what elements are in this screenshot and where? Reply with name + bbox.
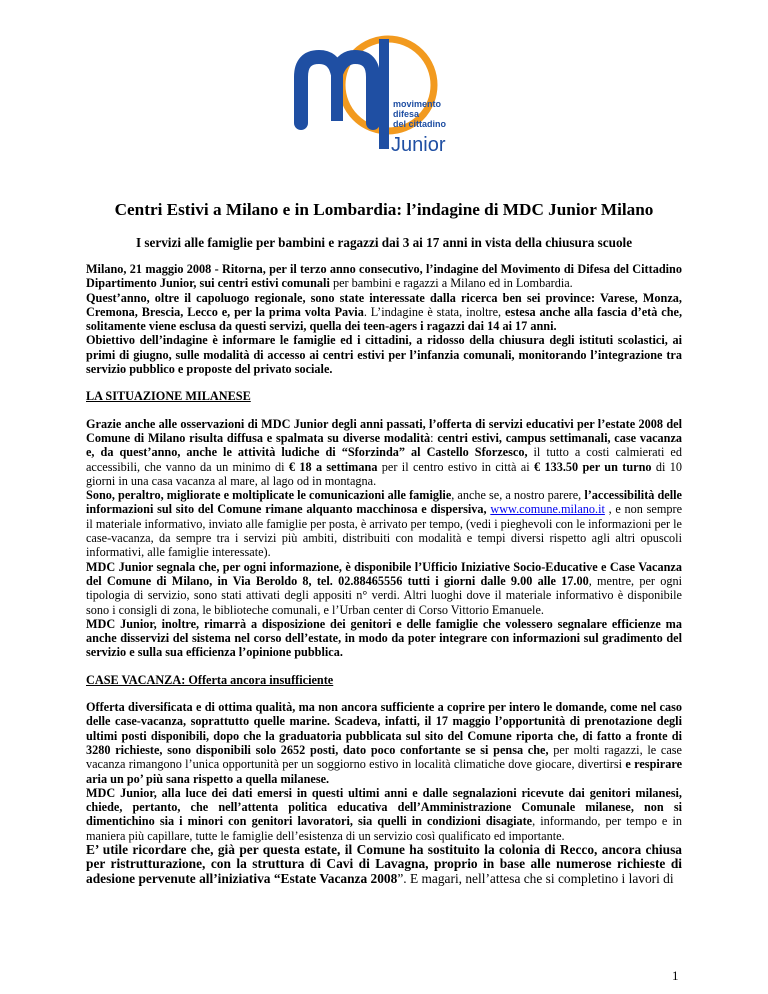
section1-paragraph-1 bbox=[86, 417, 682, 488]
s1-3b: , mentre, per ogni tipologia di servizio, sono stati attivati degli appositi n° verdi. Altri luoghi dove il materiale informativo è disponibile sono i consigli di zona, le biblioteche comunali, e l’Urban center di Corso Vittorio Emanuele. bbox=[86, 573, 682, 617]
mdc-junior-logo bbox=[293, 35, 483, 157]
s1-2e: , e non sempre il materiale informativo, inviato alle famiglie per posta, è arrivato per tempo, (vedi i pieghevoli con le informazioni per le case-vacanza, da sempre tra i servizi più ambiti, distribuiti con modalità e tempi diversi rispetto agli altri opuscoli informativi, alle famiglie interessate). bbox=[86, 502, 683, 560]
logo-junior-text: Junior bbox=[391, 134, 446, 156]
s1-1e: € 18 a settimana bbox=[288, 459, 378, 474]
s2-1c: e respirare aria un po’ più sana rispetto a quella milanese. bbox=[86, 757, 683, 786]
logo-graphic bbox=[293, 35, 483, 157]
s1-1a: Grazie anche alle osservazioni di MDC Junior degli anni passati, l’offerta di servizi educativi per l’estate 2008 del Comune di Milano risulta diffusa e spalmata su diverse modalità bbox=[86, 416, 682, 445]
s1-1g: € 133.50 per un turno bbox=[533, 459, 652, 474]
s2-1a: Offerta diversificata e di ottima qualità, ma non ancora sufficiente a coprire per intero le domande, come nel caso delle case-vacanza, soprattutto quelle marine. Scadeva, infatti, il 17 maggio l’opportunità di prenotazione degli ultimi posti disponibili, dopo che la graduatoria pubblicata sul sito del Comune riporta che, di fatto a fronte di 3280 richieste, sono disponibili solo 2652 posti, dato poco confortante se si pensa che, bbox=[86, 700, 682, 757]
section1-paragraph-4 bbox=[86, 617, 682, 660]
intro-paragraph-1 bbox=[86, 262, 682, 291]
section1-paragraph-2 bbox=[86, 488, 682, 559]
s2-2b: , informando, per tempo e in maniera più capillare, tutte le famiglie dell’esistenza di un servizio così qualificato ed importante. bbox=[86, 814, 682, 843]
logo-text-3: del cittadino bbox=[393, 119, 447, 129]
intro-2c: estesa anche alla fascia d’età che, solitamente viene esclusa da questi servizi, quella dei teen-agers i ragazzi dai 14 ai 17 anni. bbox=[86, 304, 683, 334]
section-heading-case-vacanza: CASE VACANZA: Offerta ancora insufficiente bbox=[86, 672, 334, 687]
s2-2a: MDC Junior, alla luce dei dati emersi in questi ultimi anni e dalle segnalazioni ricevute dai genitori milanesi, chiede, pertanto, che nell’attenta politica educativa dell’Amministrazione Comunale milanese, non si dimentichino sia i minori con genitori lavoratori, sia quelli in condizioni disagiate bbox=[86, 785, 682, 829]
logo-text-1: movimento bbox=[393, 99, 442, 109]
s2-1b: per molti ragazzi, le case vacanza rimangono l’unica opportunità per un soggiorno estivo in località climatiche dove giocare, divertirsi bbox=[86, 742, 682, 772]
document-body bbox=[86, 262, 682, 886]
s1-1b: : bbox=[430, 430, 438, 445]
s1-1c: centri estivi, campus settimanali, case vacanza e, da quest’anno, anche le attività ludiche di “Sforzinda” al Castello Sforzesco, bbox=[86, 430, 683, 460]
section-heading-milano: LA SITUAZIONE MILANESE bbox=[86, 389, 251, 404]
s2-3b: ”. E magari, nell’attesa che si completino i lavori di bbox=[397, 870, 674, 886]
section2-paragraph-3 bbox=[86, 843, 682, 886]
intro-1a: Milano, 21 maggio 2008 - Ritorna, per il terzo anno consecutivo, l’indagine del Movimento di Difesa del Cittadino Dipartimento Junior, sui centri estivi comunali bbox=[86, 262, 682, 291]
s2-3a: E’ utile ricordare che, già per questa estate, il Comune ha sostituito la colonia di Recco, ancora chiusa per ristrutturazione, con la struttura di Cavi di Lavagna, proprio in base alle numerose richieste di adesione pervenute all’iniziativa “Estate Vacanza 2008 bbox=[86, 841, 682, 886]
intro-1b: per bambini e ragazzi a Milano ed in Lombardia. bbox=[329, 276, 573, 291]
s1-3a: MDC Junior segnala che, per ogni informazione, è disponibile l’Ufficio Iniziative Socio-Educative e Case Vacanza del Comune di Milano, in Via Beroldo 8, tel. 02.88465556 tutti i giorni dalle 9.00 alle 17.00 bbox=[86, 559, 682, 588]
s1-4: MDC Junior, inoltre, rimarrà a disposizione dei genitori e delle famiglie che volessero segnalare efficienze ma anche disservizi del sistema nel corso dell’estate, in modo da poter integrare con informazioni sul gradimento del servizio e sulla sua efficienza l’opinione pubblica. bbox=[86, 616, 682, 660]
intro-2a: Quest’anno, oltre il capoluogo regionale, sono state interessate dalla ricerca ben sei province: Varese, Monza, Cremona, Brescia, Lecco e, per la prima volta Pavia bbox=[86, 290, 682, 319]
s1-2a: Sono, peraltro, migliorate e moltiplicate le comunicazioni alle famiglie bbox=[86, 488, 452, 503]
s1-1f: per il centro estivo in città ai bbox=[377, 459, 534, 474]
intro-2b: . L’indagine è stata, inoltre, bbox=[363, 304, 506, 319]
s1-2c: l’accessibilità delle informazioni sul sito del Comune rimane alquanto macchinosa e dispersiva, bbox=[86, 488, 682, 517]
page-subtitle: I servizi alle famiglie per bambini e ragazzi dai 3 ai 17 anni in vista della chiusura scuole bbox=[135, 235, 633, 250]
s1-2b: , anche se, a nostro parere, bbox=[451, 488, 585, 503]
intro-paragraph-3 bbox=[86, 333, 682, 376]
s1-1d: il tutto a costi calmierati ed accessibili, che vanno da un minimo di bbox=[86, 445, 682, 474]
intro-paragraph-2 bbox=[86, 291, 682, 334]
page-number: 1 bbox=[672, 968, 679, 983]
page-title: Centri Estivi a Milano e in Lombardia: l’indagine di MDC Junior Milano bbox=[114, 200, 654, 219]
comune-milano-link[interactable]: www.comune.milano.it bbox=[490, 502, 605, 517]
logo-text-2: difesa bbox=[393, 109, 420, 119]
intro-3: Obiettivo dell’indagine è informare le famiglie ed i cittadini, a ridosso della chiusura degli istituti scolastici, ai primi di giugno, sulle modalità di accesso ai centri estivi per l’infanzia comunali, monitorando l’integrazione tra servizio pubblico e proposte del privato sociale. bbox=[86, 333, 682, 377]
section1-paragraph-3 bbox=[86, 560, 682, 617]
s1-1h: di 10 giorni in una casa vacanza al mare, al lago od in montagna. bbox=[86, 459, 682, 488]
section2-paragraph-2 bbox=[86, 786, 682, 843]
section2-paragraph-1 bbox=[86, 700, 682, 786]
